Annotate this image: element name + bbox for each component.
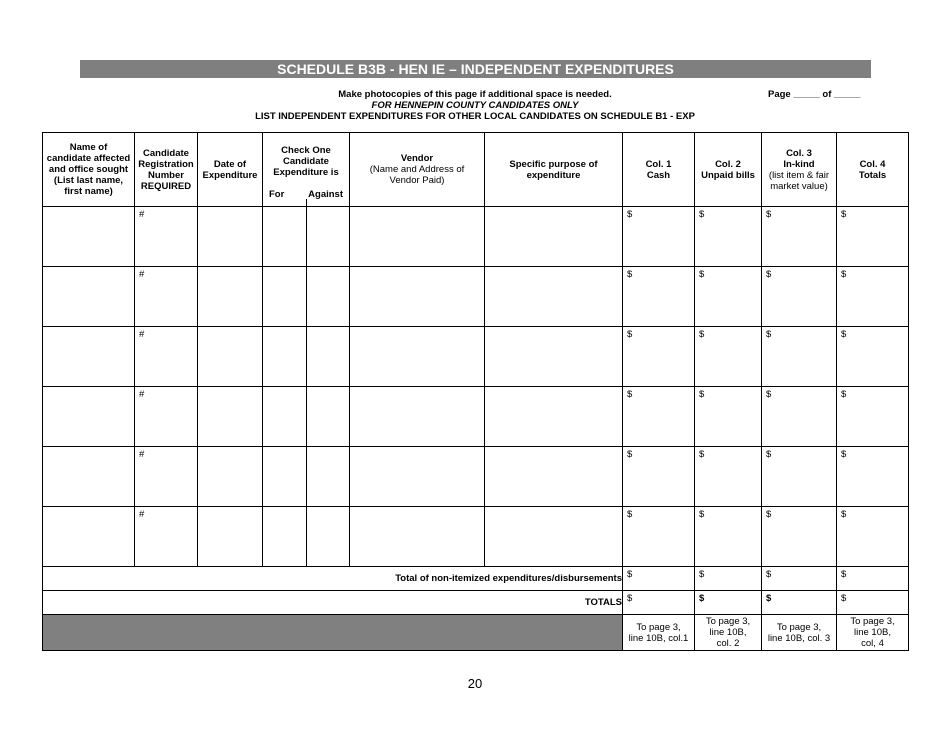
- name-cell[interactable]: [43, 207, 135, 267]
- cell-text: $: [627, 449, 633, 460]
- check-one-cell[interactable]: [263, 327, 350, 387]
- vendor-cell[interactable]: [350, 267, 485, 327]
- to-page-line: line 10B,: [854, 627, 891, 638]
- list-note: LIST INDEPENDENT EXPENDITURES FOR OTHER LOCAL CANDIDATES ON SCHEDULE B1 - EXP: [255, 111, 695, 122]
- non-itemized-label: Total of non-itemized expenditures/disbursements: [43, 567, 623, 591]
- total-cell[interactable]: [837, 267, 909, 327]
- inkind-cell[interactable]: [762, 327, 837, 387]
- page-number: 20: [467, 676, 483, 691]
- vendor-cell[interactable]: [350, 327, 485, 387]
- unpaid-cell[interactable]: [695, 387, 762, 447]
- header-col2: Col. 2 Unpaid bills: [695, 133, 762, 207]
- check-one-cell[interactable]: [263, 267, 350, 327]
- cell-text: $: [766, 209, 772, 220]
- page-of-field[interactable]: Page _____ of _____: [768, 89, 861, 100]
- to-page-line: col, 4: [861, 638, 884, 649]
- totals-cash-cell[interactable]: [623, 591, 695, 615]
- cell-text: $: [699, 449, 705, 460]
- table-row: [43, 267, 909, 327]
- schedule-title: SCHEDULE B3B - HEN IE – INDEPENDENT EXPENDITURES: [80, 60, 871, 78]
- total-cell[interactable]: [837, 447, 909, 507]
- cell-text: $: [699, 593, 705, 604]
- cell-text: $: [766, 569, 772, 580]
- total-cell[interactable]: [837, 207, 909, 267]
- cell-text: $: [627, 569, 633, 580]
- to-page-row: [43, 615, 909, 651]
- cell-text: $: [627, 329, 633, 340]
- cell-text: $: [627, 209, 633, 220]
- vendor-cell[interactable]: [350, 447, 485, 507]
- purpose-cell[interactable]: [485, 207, 623, 267]
- name-cell[interactable]: [43, 267, 135, 327]
- table-row: [43, 507, 909, 567]
- to-page-line: To page 3,: [705, 616, 751, 627]
- header-name: Name of candidate affected and office sought (List last name, first name): [43, 133, 135, 207]
- cash-cell[interactable]: [623, 507, 695, 567]
- purpose-cell[interactable]: [485, 267, 623, 327]
- for-against-divider: [306, 507, 307, 566]
- to-page-line: To page 3,: [776, 621, 822, 633]
- shaded-block: [43, 615, 623, 651]
- cell-text: $: [841, 329, 847, 340]
- cell-text: $: [627, 269, 633, 280]
- header-date: Date of Expenditure: [198, 133, 263, 207]
- purpose-cell[interactable]: [485, 327, 623, 387]
- totals-total-cell[interactable]: [837, 591, 909, 615]
- cell-text: $: [766, 509, 772, 520]
- cell-text: $: [627, 389, 633, 400]
- unpaid-cell[interactable]: [695, 447, 762, 507]
- name-cell[interactable]: [43, 447, 135, 507]
- cell-text: $: [841, 269, 847, 280]
- unpaid-cell[interactable]: [695, 207, 762, 267]
- inkind-cell[interactable]: [762, 507, 837, 567]
- header-for: For: [269, 189, 285, 200]
- table-row: [43, 387, 909, 447]
- vendor-cell[interactable]: [350, 387, 485, 447]
- cell-text: $: [699, 209, 705, 220]
- table-row: [43, 447, 909, 507]
- purpose-cell[interactable]: [485, 507, 623, 567]
- inkind-cell[interactable]: [762, 447, 837, 507]
- purpose-cell[interactable]: [485, 447, 623, 507]
- name-cell[interactable]: [43, 507, 135, 567]
- header-against: Against: [308, 189, 343, 200]
- inkind-cell[interactable]: [762, 267, 837, 327]
- cell-text: $: [841, 449, 847, 460]
- expenditures-table: [42, 132, 909, 651]
- registration-cell[interactable]: [135, 507, 198, 567]
- for-against-divider: [306, 207, 307, 266]
- to-page-line: To page 3,: [636, 621, 681, 633]
- non-itemized-row: [43, 567, 909, 591]
- name-cell[interactable]: [43, 327, 135, 387]
- to-page-line: line 10B,: [709, 627, 747, 638]
- cell-text: $: [766, 389, 772, 400]
- cell-text: $: [699, 389, 705, 400]
- cell-text: #: [139, 509, 145, 520]
- unpaid-cell[interactable]: [695, 267, 762, 327]
- name-cell[interactable]: [43, 387, 135, 447]
- for-against-divider: [306, 387, 307, 446]
- check-divider: [306, 199, 307, 206]
- cell-text: #: [139, 389, 145, 400]
- date-cell[interactable]: [198, 207, 263, 267]
- unpaid-cell[interactable]: [695, 327, 762, 387]
- date-cell[interactable]: [198, 267, 263, 327]
- cell-text: $: [766, 269, 772, 280]
- non-itemized-cash-cell[interactable]: [623, 567, 695, 591]
- cash-cell[interactable]: [623, 447, 695, 507]
- total-cell[interactable]: [837, 507, 909, 567]
- cell-text: $: [841, 389, 847, 400]
- check-one-cell[interactable]: [263, 387, 350, 447]
- registration-cell[interactable]: [135, 327, 198, 387]
- cell-text: $: [766, 593, 772, 604]
- inkind-cell[interactable]: [762, 387, 837, 447]
- table-row: [43, 207, 909, 267]
- cell-text: #: [139, 329, 145, 340]
- photocopy-note: Make photocopies of this page if additional space is needed.: [338, 89, 612, 100]
- header-check-one: Check One Candidate Expenditure is For Against: [263, 133, 350, 207]
- date-cell[interactable]: [198, 507, 263, 567]
- date-cell[interactable]: [198, 447, 263, 507]
- cell-text: #: [139, 449, 145, 460]
- to-page-col1: [623, 615, 695, 651]
- to-page-line: To page 3,: [850, 616, 895, 627]
- cell-text: $: [841, 569, 847, 580]
- cell-text: $: [841, 509, 847, 520]
- total-cell[interactable]: [837, 387, 909, 447]
- totals-inkind-cell[interactable]: [762, 591, 837, 615]
- vendor-cell[interactable]: [350, 207, 485, 267]
- registration-cell[interactable]: [135, 207, 198, 267]
- vendor-cell[interactable]: [350, 507, 485, 567]
- table-row: [43, 327, 909, 387]
- cell-text: $: [699, 509, 705, 520]
- cell-text: $: [766, 449, 772, 460]
- registration-cell[interactable]: [135, 447, 198, 507]
- total-cell[interactable]: [837, 327, 909, 387]
- cell-text: $: [841, 209, 847, 220]
- cell-text: $: [699, 269, 705, 280]
- check-one-cell[interactable]: [263, 507, 350, 567]
- registration-cell[interactable]: [135, 387, 198, 447]
- to-page-col4: [837, 615, 909, 651]
- non-itemized-total-cell[interactable]: [837, 567, 909, 591]
- cell-text: $: [766, 329, 772, 340]
- date-cell[interactable]: [198, 387, 263, 447]
- cell-text: #: [139, 209, 145, 220]
- non-itemized-unpaid-cell[interactable]: [695, 567, 762, 591]
- cell-text: $: [627, 593, 633, 604]
- cell-text: $: [699, 569, 705, 580]
- cash-cell[interactable]: [623, 267, 695, 327]
- totals-label: TOTALS: [43, 591, 623, 615]
- to-page-col3: [762, 615, 837, 651]
- for-against-divider: [306, 267, 307, 326]
- header-vendor: Vendor (Name and Address of Vendor Paid): [350, 133, 485, 207]
- totals-row: [43, 591, 909, 615]
- unpaid-cell[interactable]: [695, 507, 762, 567]
- non-itemized-inkind-cell[interactable]: [762, 567, 837, 591]
- cell-text: #: [139, 269, 145, 280]
- county-note: FOR HENNEPIN COUNTY CANDIDATES ONLY: [371, 100, 579, 111]
- header-row: [43, 133, 909, 207]
- header-col1: Col. 1 Cash: [623, 133, 695, 207]
- purpose-cell[interactable]: [485, 387, 623, 447]
- cash-cell[interactable]: [623, 327, 695, 387]
- inkind-cell[interactable]: [762, 207, 837, 267]
- to-page-col2: [695, 615, 762, 651]
- registration-cell[interactable]: [135, 267, 198, 327]
- cell-text: $: [841, 593, 847, 604]
- header-purpose: Specific purpose of expenditure: [485, 133, 623, 207]
- for-against-divider: [306, 447, 307, 506]
- check-one-cell[interactable]: [263, 207, 350, 267]
- cell-text: $: [627, 509, 633, 520]
- totals-unpaid-cell[interactable]: [695, 591, 762, 615]
- cell-text: $: [699, 329, 705, 340]
- cash-cell[interactable]: [623, 387, 695, 447]
- to-page-line: col. 2: [716, 638, 740, 649]
- check-one-cell[interactable]: [263, 447, 350, 507]
- header-col3: Col. 3 In-kind (list item & fair market value): [762, 133, 837, 207]
- to-page-line: line 10B, col. 3: [767, 632, 831, 644]
- to-page-line: line 10B, col.1: [628, 632, 689, 644]
- cash-cell[interactable]: [623, 207, 695, 267]
- date-cell[interactable]: [198, 327, 263, 387]
- for-against-divider: [306, 327, 307, 386]
- header-registration: Candidate Registration Number REQUIRED: [135, 133, 198, 207]
- header-col4: Col. 4 Totals: [837, 133, 909, 207]
